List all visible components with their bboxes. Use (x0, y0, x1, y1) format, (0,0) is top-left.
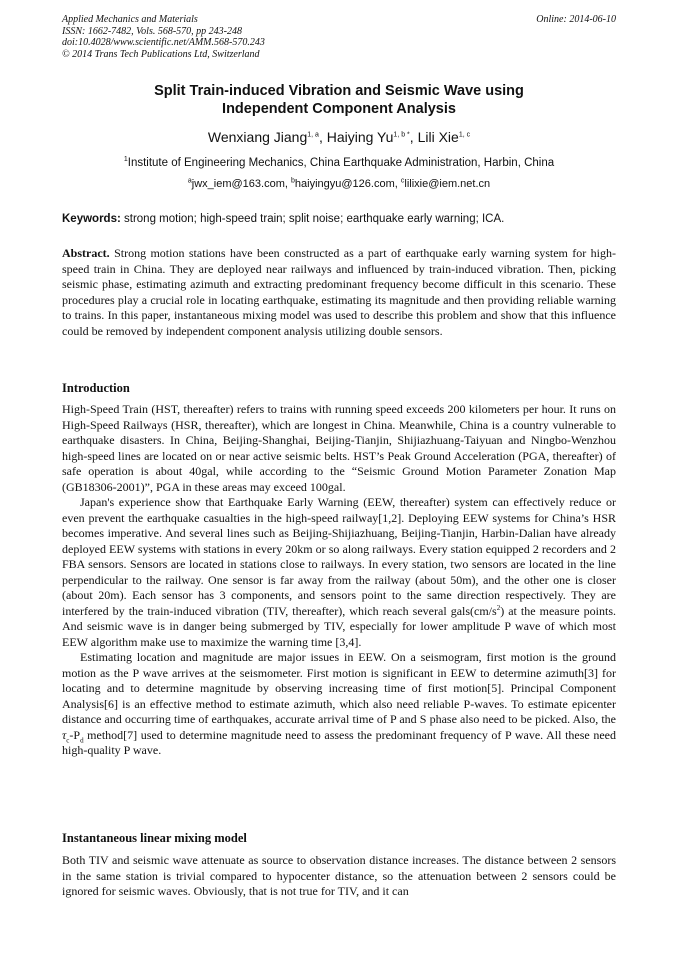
mixing-model-heading: Instantaneous linear mixing model (62, 831, 247, 845)
paragraph: Japan's experience show that Earthquake Early Warning (EEW, thereafter) system can effectively reduce or even prevent the earthquake casualties in the high-speed railway[1,2]. Deploying EEW systems for China’s HSR becomes imperative. And several lines such as Beijing-Shijiazhuang, Beijing-Tianjin, Harbin-Dalian have already deployed EEW systems with stations in every 20km or so along railways. Every station equipped 2 recorders and 2 FBA sensors. Sensors are located in stations close to railways. In every station, two sensors are located in the line perpendicular to the railway. One sensor is far away from the railway (about 50m), and the other one is closer (about 20m). Each sensor has 3 components, and sensors point to the same direction respectively. They are interfered by the train-induced vibration (TIV, thereafter), which reach several $gals(cm/s^2)$ at the measure points. And seismic wave is in danger being submerged by TIV, especially for lower amplitude P wave of which most EEW algorithm make use to maximize the warning time [3,4]. (62, 495, 616, 649)
paragraph: Estimating location and magnitude are major issues in EEW. On a seismogram, first motion is the ground motion as the P wave arrives at the seismometer. First motion is significant in EEW to determine azimuth[3] for locating and to determine magnitude by observing increasing time of first motion[5]. Principal Component Analysis[6] is an effective method to estimate azimuth, which also need reliable P-waves. To estimate epicenter distance and occurring time of earthquakes, accurate arrival time of P and S phase also need to be picked. Also, the $\tau_c-P_d$ method[7] used to determine magnitude need to assess the predominant frequency of P wave. All these need high-quality P wave. (62, 650, 616, 757)
email-list: $^a$jwx_iem@163.com, $^b$haiyingyu@126.com, $^c$lilixie@iem.net.cn (187, 177, 491, 190)
author-sup: 1, a (307, 131, 319, 139)
affiliation (62, 157, 616, 169)
issn-line: ISSN: 1662-7482, Vols. 568-570, pp 243-248 (62, 25, 242, 37)
keywords (62, 213, 616, 225)
title-line-2: Independent Component Analysis (222, 101, 456, 117)
email-link[interactable]: jwx_iem@163.com (191, 178, 285, 190)
abstract-text: Strong motion stations have been constructed as a part of earthquake early warning system for high-speed train in China. They are deployed near railways and influenced by train-induced vibration. Then, picking seismic phase, estimating azimuth and extracting predominant frequency become difficult in this scenario. These procedures play a crucial role in locating earthquake, estimating its magnitude and then providing reliable warning to trains. In this paper, instantaneous mixing model was used to describe this problem and show that this influence could be removed by independent component analysis utilizing double sensors. (62, 246, 616, 338)
paragraph: Both TIV and seismic wave attenuate as source to observation distance increases. The distance between 2 sensors in the same station is trivial compared to hypocenter distance, so the attenuation between 2 sensors could be ignored for seismic waves. Obviously, that is not true for TIV, and it can (62, 853, 616, 898)
keywords-label: Keywords: (62, 213, 121, 225)
email-sup: c (400, 177, 405, 185)
journal-name: Applied Mechanics and Materials (62, 14, 198, 25)
introduction-heading: Introduction (62, 381, 130, 395)
tau-symbol: τ (62, 727, 67, 742)
affiliation-sup: 1 (123, 156, 128, 164)
author-sup: 1, b * (393, 131, 410, 139)
email-sup: a (187, 177, 192, 185)
paper-title (62, 82, 616, 118)
abstract (62, 246, 616, 339)
affiliation-text: Institute of Engineering Mechanics, China Earthquake Administration, Harbin, China (127, 157, 555, 169)
email-sup: b (291, 177, 295, 185)
introduction-body (62, 402, 616, 759)
copyright-line: © 2014 Trans Tech Publications Ltd, Switzerland (62, 48, 260, 60)
online-date: Online: 2014-06-10 (536, 14, 616, 25)
title-line-1: Split Train-induced Vibration and Seismic Wave using (154, 83, 524, 99)
email-link[interactable]: lilixie@iem.net.cn (404, 178, 491, 190)
author-sup: 1, c (458, 131, 471, 139)
author-name: Lili Xie (417, 129, 459, 145)
email-link[interactable]: haiyingyu@126.com (294, 178, 395, 190)
abstract-label: Abstract. (62, 246, 110, 260)
keywords-text: strong motion; high-speed train; split noise; earthquake early warning; ICA. (124, 213, 505, 225)
author-list: Wenxiang Jiang$^{1, a}$, Haiying $Yu^{1, b *}$, Lili Xie$^{1, c}$ (207, 129, 471, 145)
mixing-model-body (62, 853, 616, 900)
doi-line: doi:10.4028/www.scientific.net/AMM.568-570.243 (62, 37, 265, 48)
author-name: Haiying Yu (326, 129, 394, 145)
journal-header (62, 14, 616, 60)
author-name: Wenxiang Jiang (207, 129, 308, 145)
paragraph: High-Speed Train (HST, thereafter) refers to trains with running speed exceeds 200 kilometers per hour. It runs on High-Speed Railways (HSR, thereafter), which are longest in China. Meanwhile, China is a country vulnerable to earthquake disasters. In China, Beijing-Shanghai, Beijing-Tianjin, Shijiazhuang-Taiyuan and Ningbo-Wenzhou high-speed lines are located on or near active seismic belts. HST’s Peak Ground Acceleration (PGA, thereafter) of safe operation is about 40gal, while according to the “Seismic Ground Motion Parameter Zonation Map (GB18306-2001)”, PGA in these areas may exceed 100gal. (62, 402, 616, 494)
